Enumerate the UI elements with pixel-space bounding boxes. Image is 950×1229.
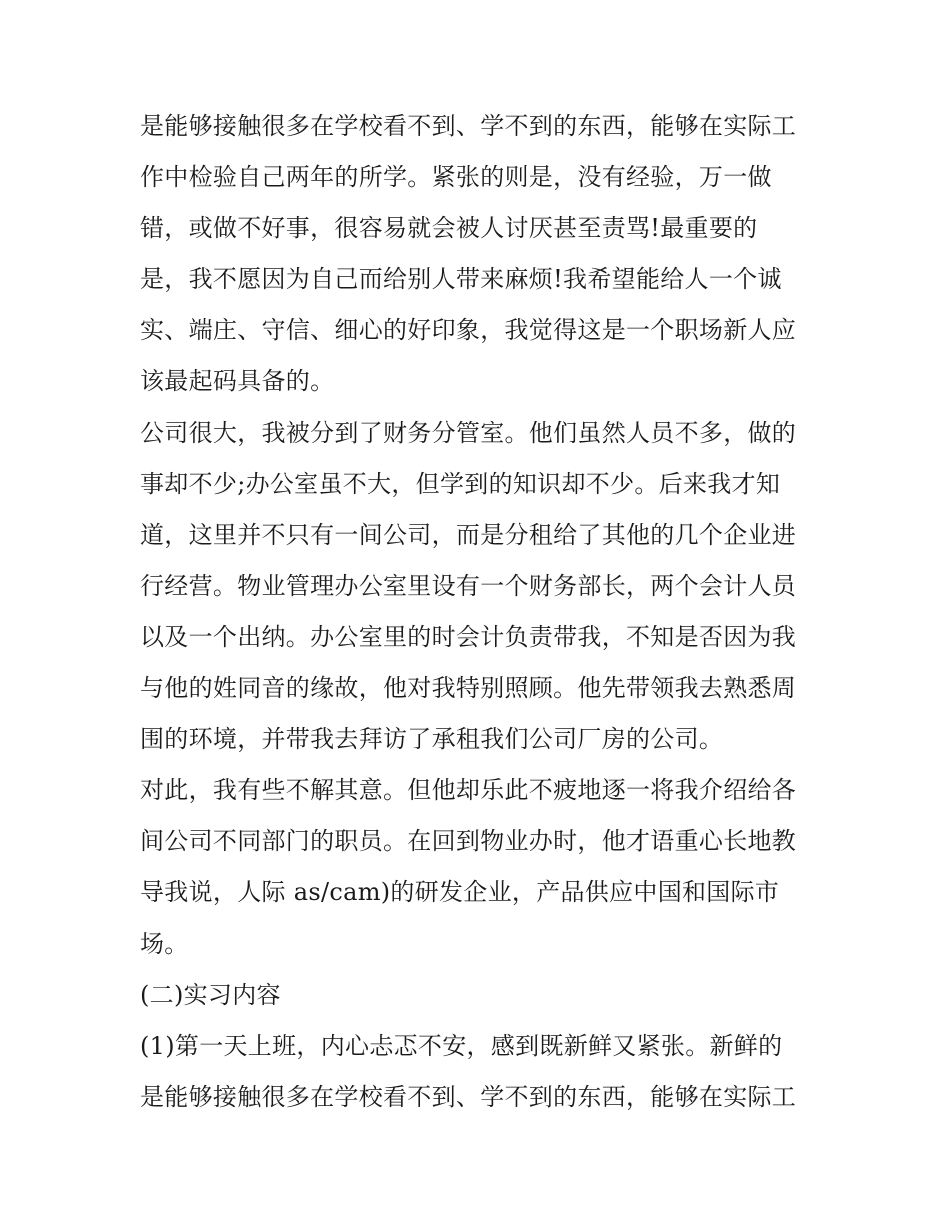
text-line: 对此，我有些不解其意。但他却乐此不疲地逐一将我介绍给各: [140, 776, 797, 805]
text-line: 以及一个出纳。办公室里的时会计负责带我，不知是否因为我: [140, 622, 797, 651]
text-line: 与他的姓同音的缘故，他对我特别照顾。他先带领我去熟悉周: [140, 674, 797, 703]
text-line: 场。: [140, 929, 189, 958]
text-line: 事却不少;办公室虽不大，但学到的知识却不少。后来我才知: [140, 469, 781, 498]
text-line: 作中检验自己两年的所学。紧张的则是，没有经验，万一做: [140, 163, 772, 192]
text-line: 围的环境，并带我去拜访了承租我们公司厂房的公司。: [140, 725, 724, 754]
text-line: 间公司不同部门的职员。在回到物业办时，他才语重心长地教: [140, 827, 797, 856]
text-line: 行经营。物业管理办公室里设有一个财务部长，两个会计人员: [140, 571, 797, 600]
body-text: [140, 101, 820, 1123]
text-line: 导我说，人际 as/cam)的研发企业，产品供应中国和国际市: [140, 878, 780, 907]
text-line: 是能够接触很多在学校看不到、学不到的东西，能够在实际工: [140, 112, 797, 140]
text-line: 实、端庄、守信、细心的好印象，我觉得这是一个职场新人应: [140, 316, 797, 345]
text-line: 公司很大，我被分到了财务分管室。他们虽然人员不多，做的: [140, 418, 797, 447]
text-line: 是，我不愿因为自己而给别人带来麻烦!我希望能给人一个诚: [140, 265, 782, 294]
section-heading: (二)实习内容: [140, 980, 281, 1009]
text-line: 道，这里并不只有一间公司，而是分租给了其他的几个企业进: [140, 520, 797, 549]
text-line: 是能够接触很多在学校看不到、学不到的东西，能够在实际工: [140, 1082, 797, 1111]
text-line: (1)第一天上班，内心忐忑不安，感到既新鲜又紧张。新鲜的: [140, 1031, 783, 1060]
text-line: 该最起码具备的。: [140, 367, 335, 396]
text-line: 错，或做不好事，很容易就会被人讨厌甚至责骂!最重要的: [140, 214, 758, 243]
